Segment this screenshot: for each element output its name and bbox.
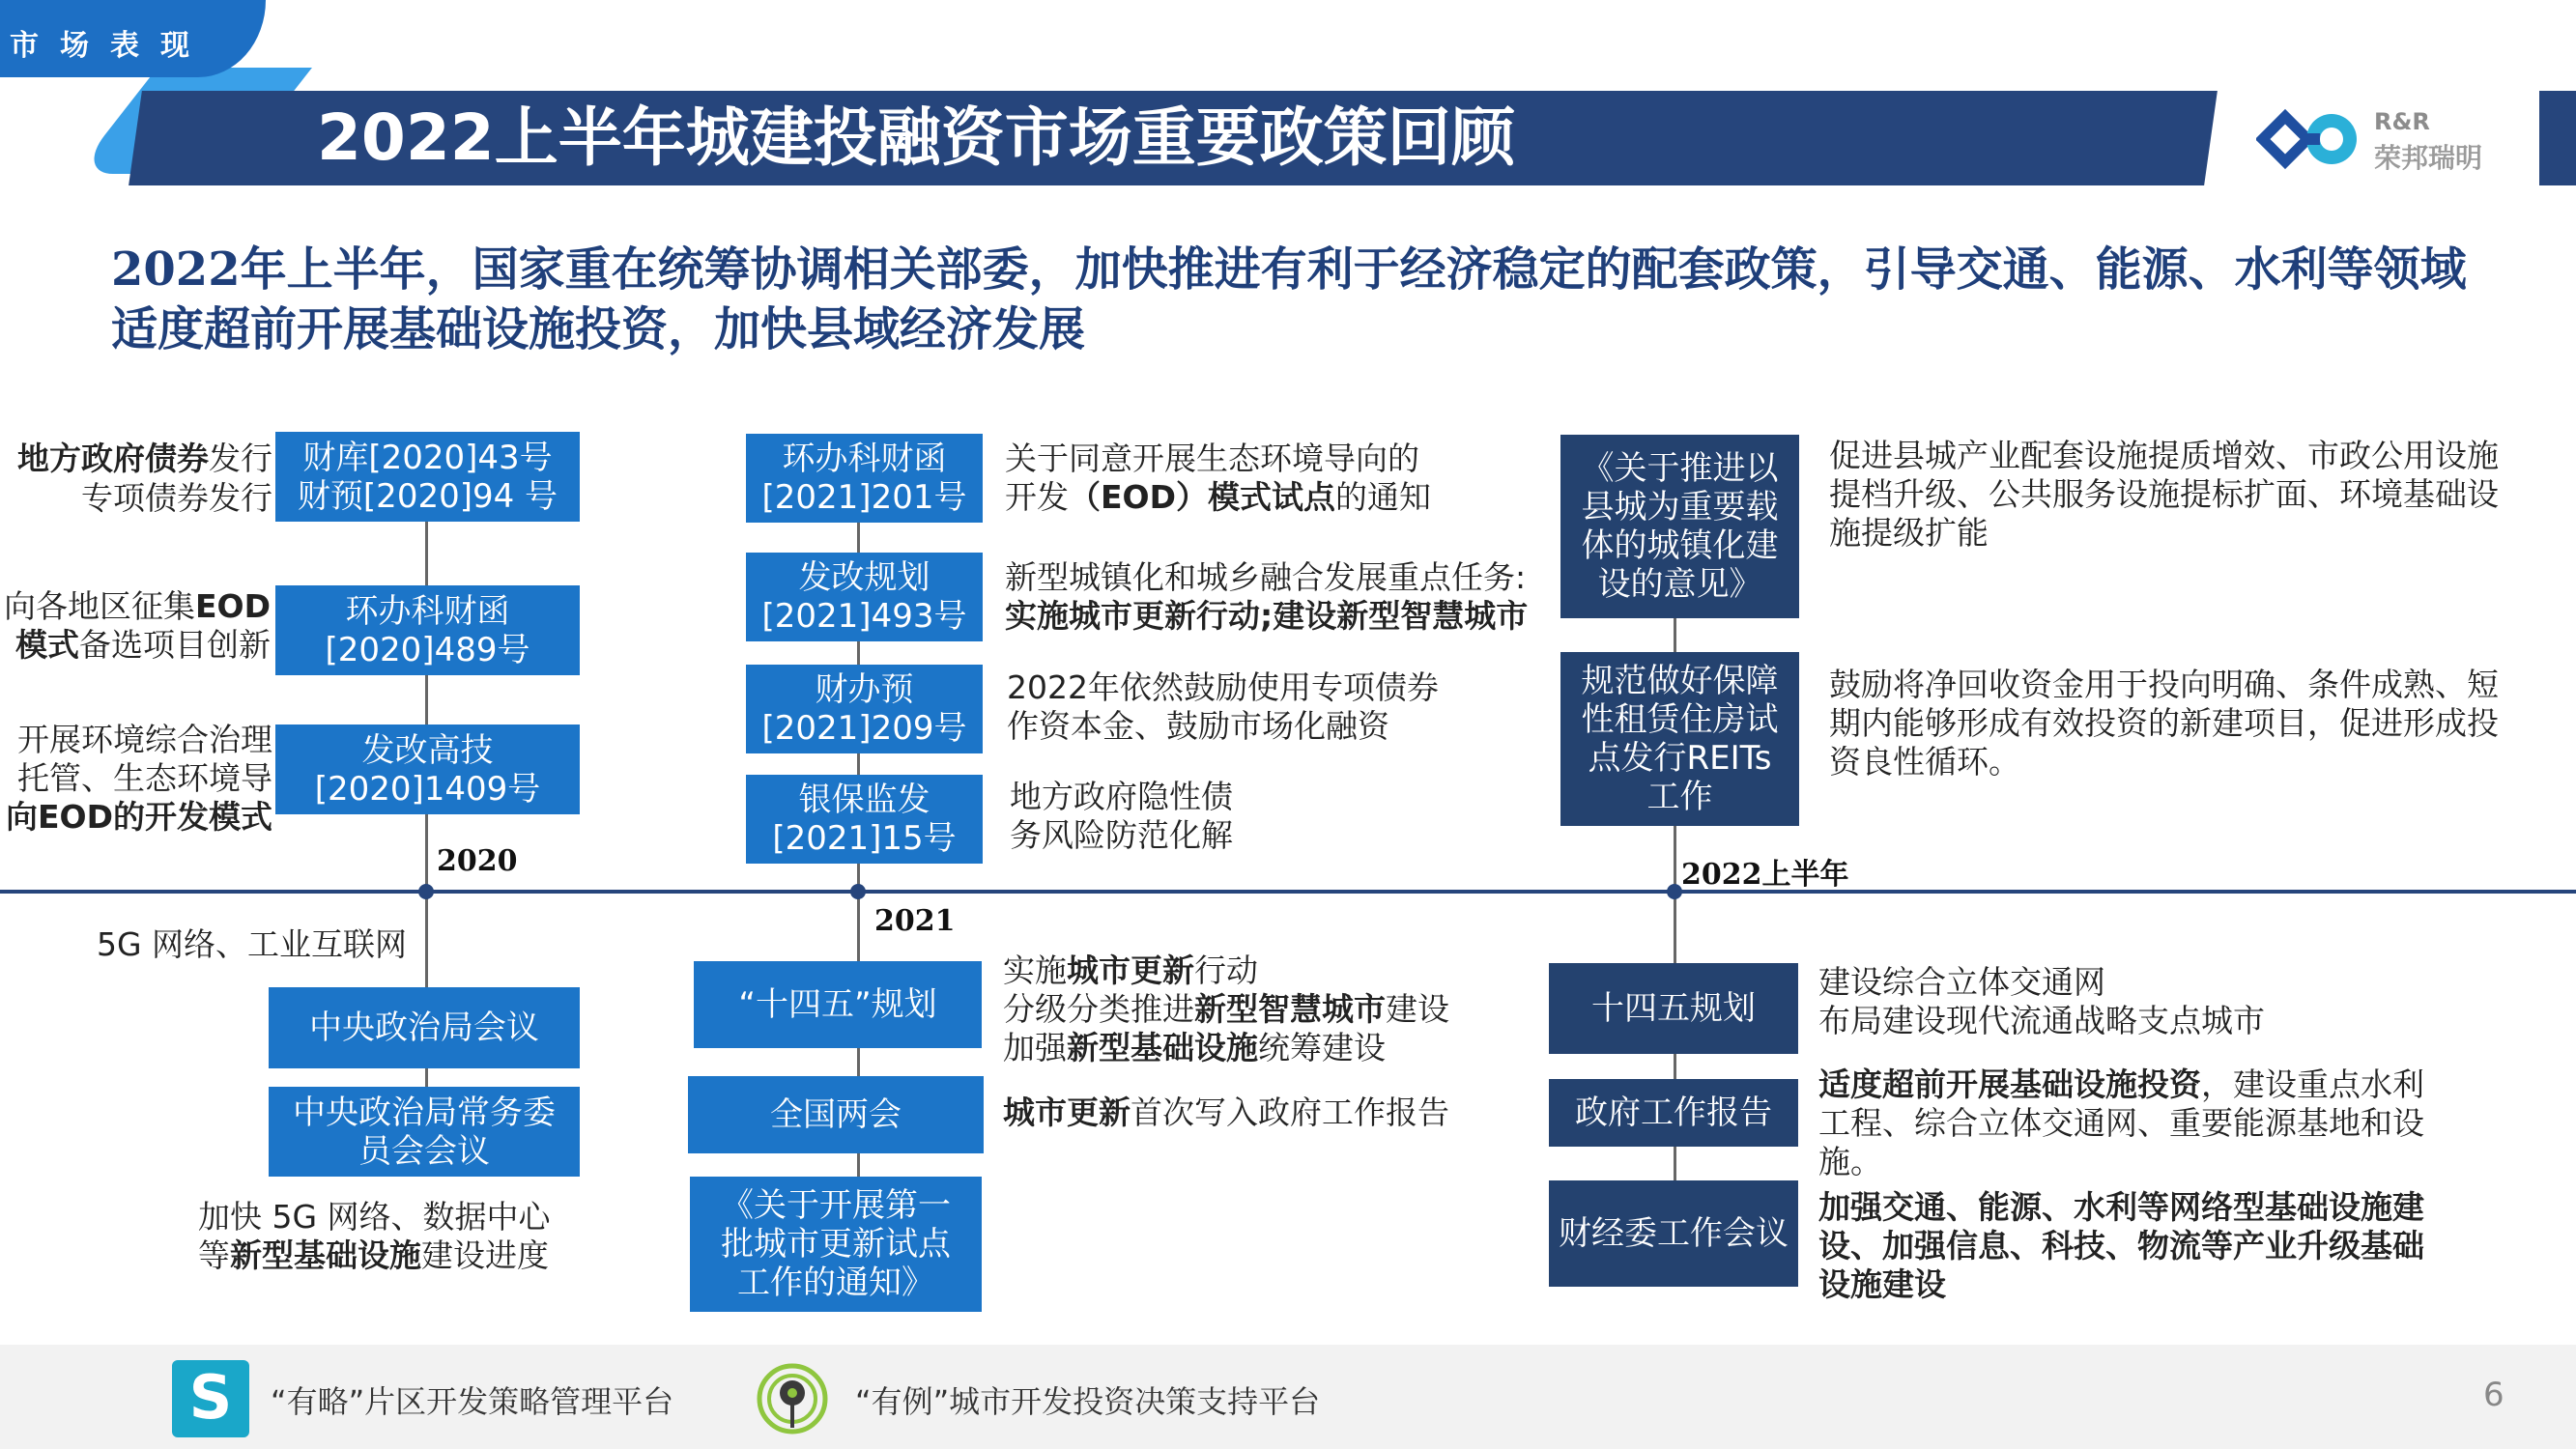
- box-14th-five-year-plan-2022: 十四五规划: [1549, 963, 1798, 1054]
- urban-renewal-line2: 分级分类推进新型智慧城市建设: [1003, 990, 1449, 1028]
- policy-box-huanban-2021: 环办科财函 [2021]201号: [746, 434, 983, 523]
- rr-logo-icon: [2256, 104, 2377, 177]
- policy-box-yinbaojian-2021: 银保监发 [2021]15号: [746, 775, 983, 864]
- box-14th-five-year-plan-2021: “十四五”规划: [694, 961, 982, 1048]
- urban-renewal-line1: 实施城市更新行动: [1003, 952, 1258, 989]
- label-new-infra: 等新型基础设施建设进度: [198, 1236, 549, 1274]
- footer-platform-youlue: “有略”片区开发策略管理平台: [271, 1383, 674, 1420]
- logo-rr-text: R&R: [2374, 108, 2430, 135]
- box-urban-renewal-pilot-notice: 《关于开展第一 批城市更新试点 工作的通知》: [690, 1177, 982, 1312]
- timeline-axis: [0, 890, 2576, 894]
- hidden-debt-line2: 务风险防范化解: [1010, 816, 1233, 854]
- special-bond-line1: 2022年依然鼓励使用专项债券: [1007, 668, 1439, 706]
- label-local-bond: 地方政府债券发行: [17, 440, 272, 477]
- box-two-sessions: 全国两会: [688, 1076, 984, 1153]
- label-5g-datacenter: 加快 5G 网络、数据中心: [198, 1198, 551, 1236]
- policy-box-fagai-2020: 发改高技 [2020]1409号: [275, 724, 580, 814]
- two-sessions-desc: 城市更新首次写入政府工作报告: [1003, 1094, 1449, 1131]
- urbanization-line2: 实施城市更新行动;建设新型智慧城市: [1005, 597, 1529, 635]
- year-label-2020: 2020: [437, 844, 518, 878]
- year-label-2022: 2022上半年: [1681, 858, 1849, 892]
- connector-2020-upper: [425, 464, 428, 889]
- label-eod-innovate: 模式备选项目创新: [15, 626, 271, 664]
- footer-platform-youli: “有例”城市开发投资决策支持平台: [855, 1383, 1321, 1420]
- transport-line2: 布局建设现代流通战略支点城市: [1818, 1002, 2265, 1039]
- section-tag: 市场表现: [0, 0, 266, 77]
- label-special-bond: 专项债券发行: [81, 479, 272, 517]
- title-bar-right-cap: [2539, 91, 2576, 185]
- page-title: 2022上半年城建投融资市场重要政策回顾: [317, 100, 1515, 175]
- label-env-1: 开展环境综合治理: [17, 721, 272, 758]
- eod-pilot-line1: 关于同意开展生态环境导向的: [1005, 440, 1419, 477]
- company-logo: [2256, 97, 2507, 185]
- urban-renewal-line3: 加强新型基础设施统筹建设: [1003, 1029, 1386, 1066]
- rental-reits-desc: 鼓励将净回收资金用于投向明确、条件成熟、短期内能够形成有效投资的新建项目，促进形成投资良性循环。: [1829, 666, 2499, 781]
- policy-box-county-urbanization: 《关于推进以 县城为重要载 体的城镇化建 设的意见》: [1560, 435, 1799, 618]
- eod-pilot-line2: 开发（EOD）模式试点的通知: [1005, 478, 1431, 516]
- finance-committee-desc: 加强交通、能源、水利等网络型基础设施建设、加强信息、科技、物流等产业升级基础设施建设: [1818, 1188, 2424, 1303]
- year-label-2021: 2021: [874, 904, 956, 938]
- hidden-debt-line1: 地方政府隐性债: [1010, 778, 1233, 815]
- policy-box-caibanyu-2021: 财办预 [2021]209号: [746, 665, 983, 753]
- box-politburo-standing: 中央政治局常务委 员会会议: [269, 1087, 580, 1177]
- label-env-3: 向EOD的开发模式: [6, 798, 272, 836]
- s-logo-icon: S: [172, 1360, 249, 1437]
- timeline-dot-2020: [418, 884, 434, 899]
- pin-logo-icon: [754, 1360, 831, 1437]
- urbanization-line1: 新型城镇化和城乡融合发展重点任务:: [1005, 558, 1527, 596]
- label-5g-network: 5G 网络、工业互联网: [97, 925, 408, 963]
- logo-cn-text: 荣邦瑞明: [2374, 142, 2483, 174]
- timeline-dot-2022: [1667, 884, 1682, 899]
- transport-line1: 建设综合立体交通网: [1818, 963, 2105, 1001]
- policy-box-fagai-2021: 发改规划 [2021]493号: [746, 553, 983, 641]
- gov-report-desc: 适度超前开展基础设施投资，建设重点水利工程、综合立体交通网、重要能源基地和设施。: [1818, 1065, 2424, 1180]
- box-gov-work-report: 政府工作报告: [1549, 1079, 1798, 1147]
- policy-box-huanban-2020: 环办科财函 [2020]489号: [275, 585, 580, 675]
- policy-box-caiku-2020: 财库[2020]43号 财预[2020]94 号: [275, 432, 580, 522]
- subtitle: 2022年上半年，国家重在统筹协调相关部委，加快推进有利于经济稳定的配套政策，引导交通、能源、水利等领域适度超前开展基础设施投资，加快县域经济发展: [111, 242, 2467, 356]
- policy-box-rental-reits: 规范做好保障 性租赁住房试 点发行REITs 工作: [1560, 652, 1799, 826]
- special-bond-line2: 作资本金、鼓励市场化融资: [1007, 707, 1389, 745]
- box-politburo-meeting: 中央政治局会议: [269, 987, 580, 1068]
- page-number: 6: [2483, 1376, 2504, 1414]
- label-eod-collect: 向各地区征集EOD: [4, 587, 271, 625]
- label-env-2: 托管、生态环境导: [17, 759, 272, 797]
- timeline-dot-2021: [850, 884, 866, 899]
- county-urbanization-desc: 促进县城产业配套设施提质增效、市政公用设施提档升级、公共服务设施提标扩面、环境基础设施提级扩能: [1829, 437, 2499, 552]
- box-finance-committee: 财经委工作会议: [1549, 1180, 1798, 1287]
